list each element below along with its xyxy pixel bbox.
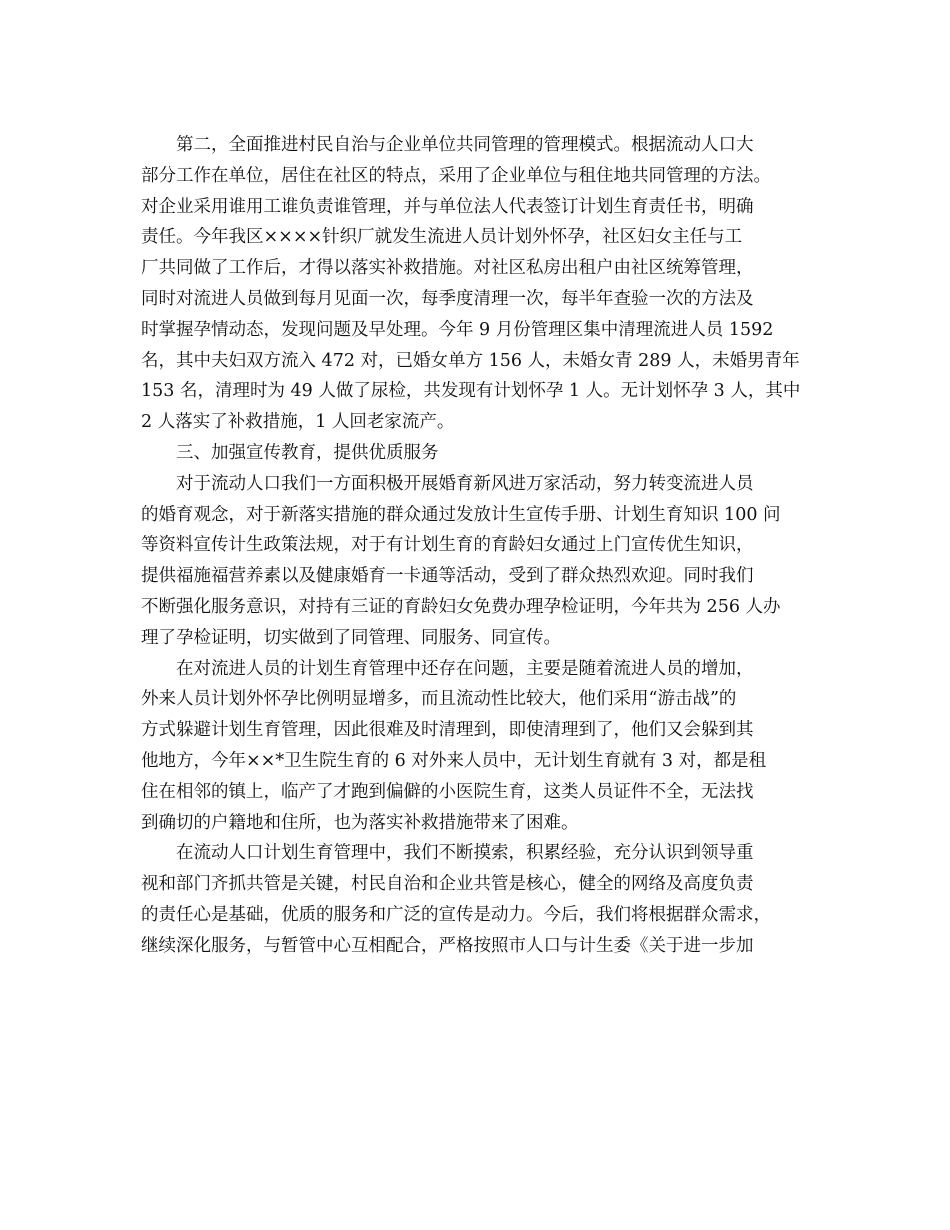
paragraph-line: 名，其中夫妇双方流入 472 对，已婚女单方 156 人，未婚女青 289 人，未婚男青年 — [141, 350, 800, 371]
paragraph-line: 在流动人口计划生育管理中，我们不断摸索，积累经验，充分认识到领导重 — [176, 843, 754, 864]
paragraph-line: 时掌握孕情动态，发现问题及早处理。今年 9 月份管理区集中清理流进人员 1592 — [141, 319, 774, 340]
paragraph-line: 提供福施福营养素以及健康婚育一卡通等活动，受到了群众热烈欢迎。同时我们 — [141, 566, 754, 587]
paragraph-line: 等资料宣传计生政策法规，对于有计划生育的育龄妇女通过上门宣传优生知识， — [141, 535, 754, 556]
paragraph-line: 2 人落实了补救措施，1 人回老家流产。 — [141, 412, 455, 433]
paragraph-line: 方式躲避计划生育管理，因此很难及时清理到，即使清理到了，他们又会躲到其 — [141, 720, 754, 741]
paragraph-line: 他地方，今年××*卫生院生育的 6 对外来人员中，无计划生育就有 3 对，都是租 — [141, 750, 767, 771]
paragraph-line: 同时对流进人员做到每月见面一次，每季度清理一次，每半年查验一次的方法及 — [141, 288, 754, 309]
paragraph-line: 部分工作在单位，居住在社区的特点，采用了企业单位与租住地共同管理的方法。 — [141, 165, 771, 186]
paragraph-line: 对于流动人口我们一方面积极开展婚育新风进万家活动，努力转变流进人员 — [176, 473, 754, 494]
paragraph-line: 住在相邻的镇上，临产了才跑到偏僻的小医院生育，这类人员证件不全，无法找 — [141, 781, 754, 802]
paragraph-line: 第二，全面推进村民自治与企业单位共同管理的管理模式。根据流动人口大 — [176, 135, 754, 155]
paragraph-line: 厂共同做了工作后，才得以落实补救措施。对社区私房出租户由社区统筹管理， — [141, 258, 754, 279]
document-body — [141, 130, 811, 962]
section-heading: 三、加强宣传教育，提供优质服务 — [176, 442, 439, 463]
paragraph-line: 153 名，清理时为 49 人做了尿检，共发现有计划怀孕 1 人。无计划怀孕 3 人，其中 — [141, 381, 801, 402]
paragraph-line: 的责任心是基础，优质的服务和广泛的宣传是动力。今后，我们将根据群众需求， — [141, 904, 771, 925]
paragraph-line: 不断强化服务意识，对持有三证的育龄妇女免费办理孕检证明，今年共为 256 人办 — [141, 596, 781, 617]
paragraph-line: 理了孕检证明，切实做到了同管理、同服务、同宣传。 — [141, 627, 561, 648]
paragraph-line: 在对流进人员的计划生育管理中还存在问题，主要是随着流进人员的增加， — [176, 658, 754, 679]
paragraph-line: 继续深化服务，与暂管中心互相配合，严格按照市人口与计生委《关于进一步加 — [141, 935, 754, 956]
paragraph-line: 责任。今年我区××××针织厂就发生流进人员计划外怀孕，社区妇女主任与工 — [141, 227, 743, 248]
paragraph-line: 外来人员计划外怀孕比例明显增多，而且流动性比较大，他们采用“游击战”的 — [141, 689, 737, 710]
paragraph-line: 视和部门齐抓共管是关键，村民自治和企业共管是核心，健全的网络及高度负责 — [141, 874, 754, 895]
paragraph-line: 到确切的户籍地和住所，也为落实补救措施带来了困难。 — [141, 812, 579, 833]
paragraph-line: 的婚育观念，对于新落实措施的群众通过发放计生宣传手册、计划生育知识 100 问 — [141, 504, 781, 525]
paragraph-line: 对企业采用谁用工谁负责谁管理，并与单位法人代表签订计划生育责任书，明确 — [141, 196, 754, 217]
